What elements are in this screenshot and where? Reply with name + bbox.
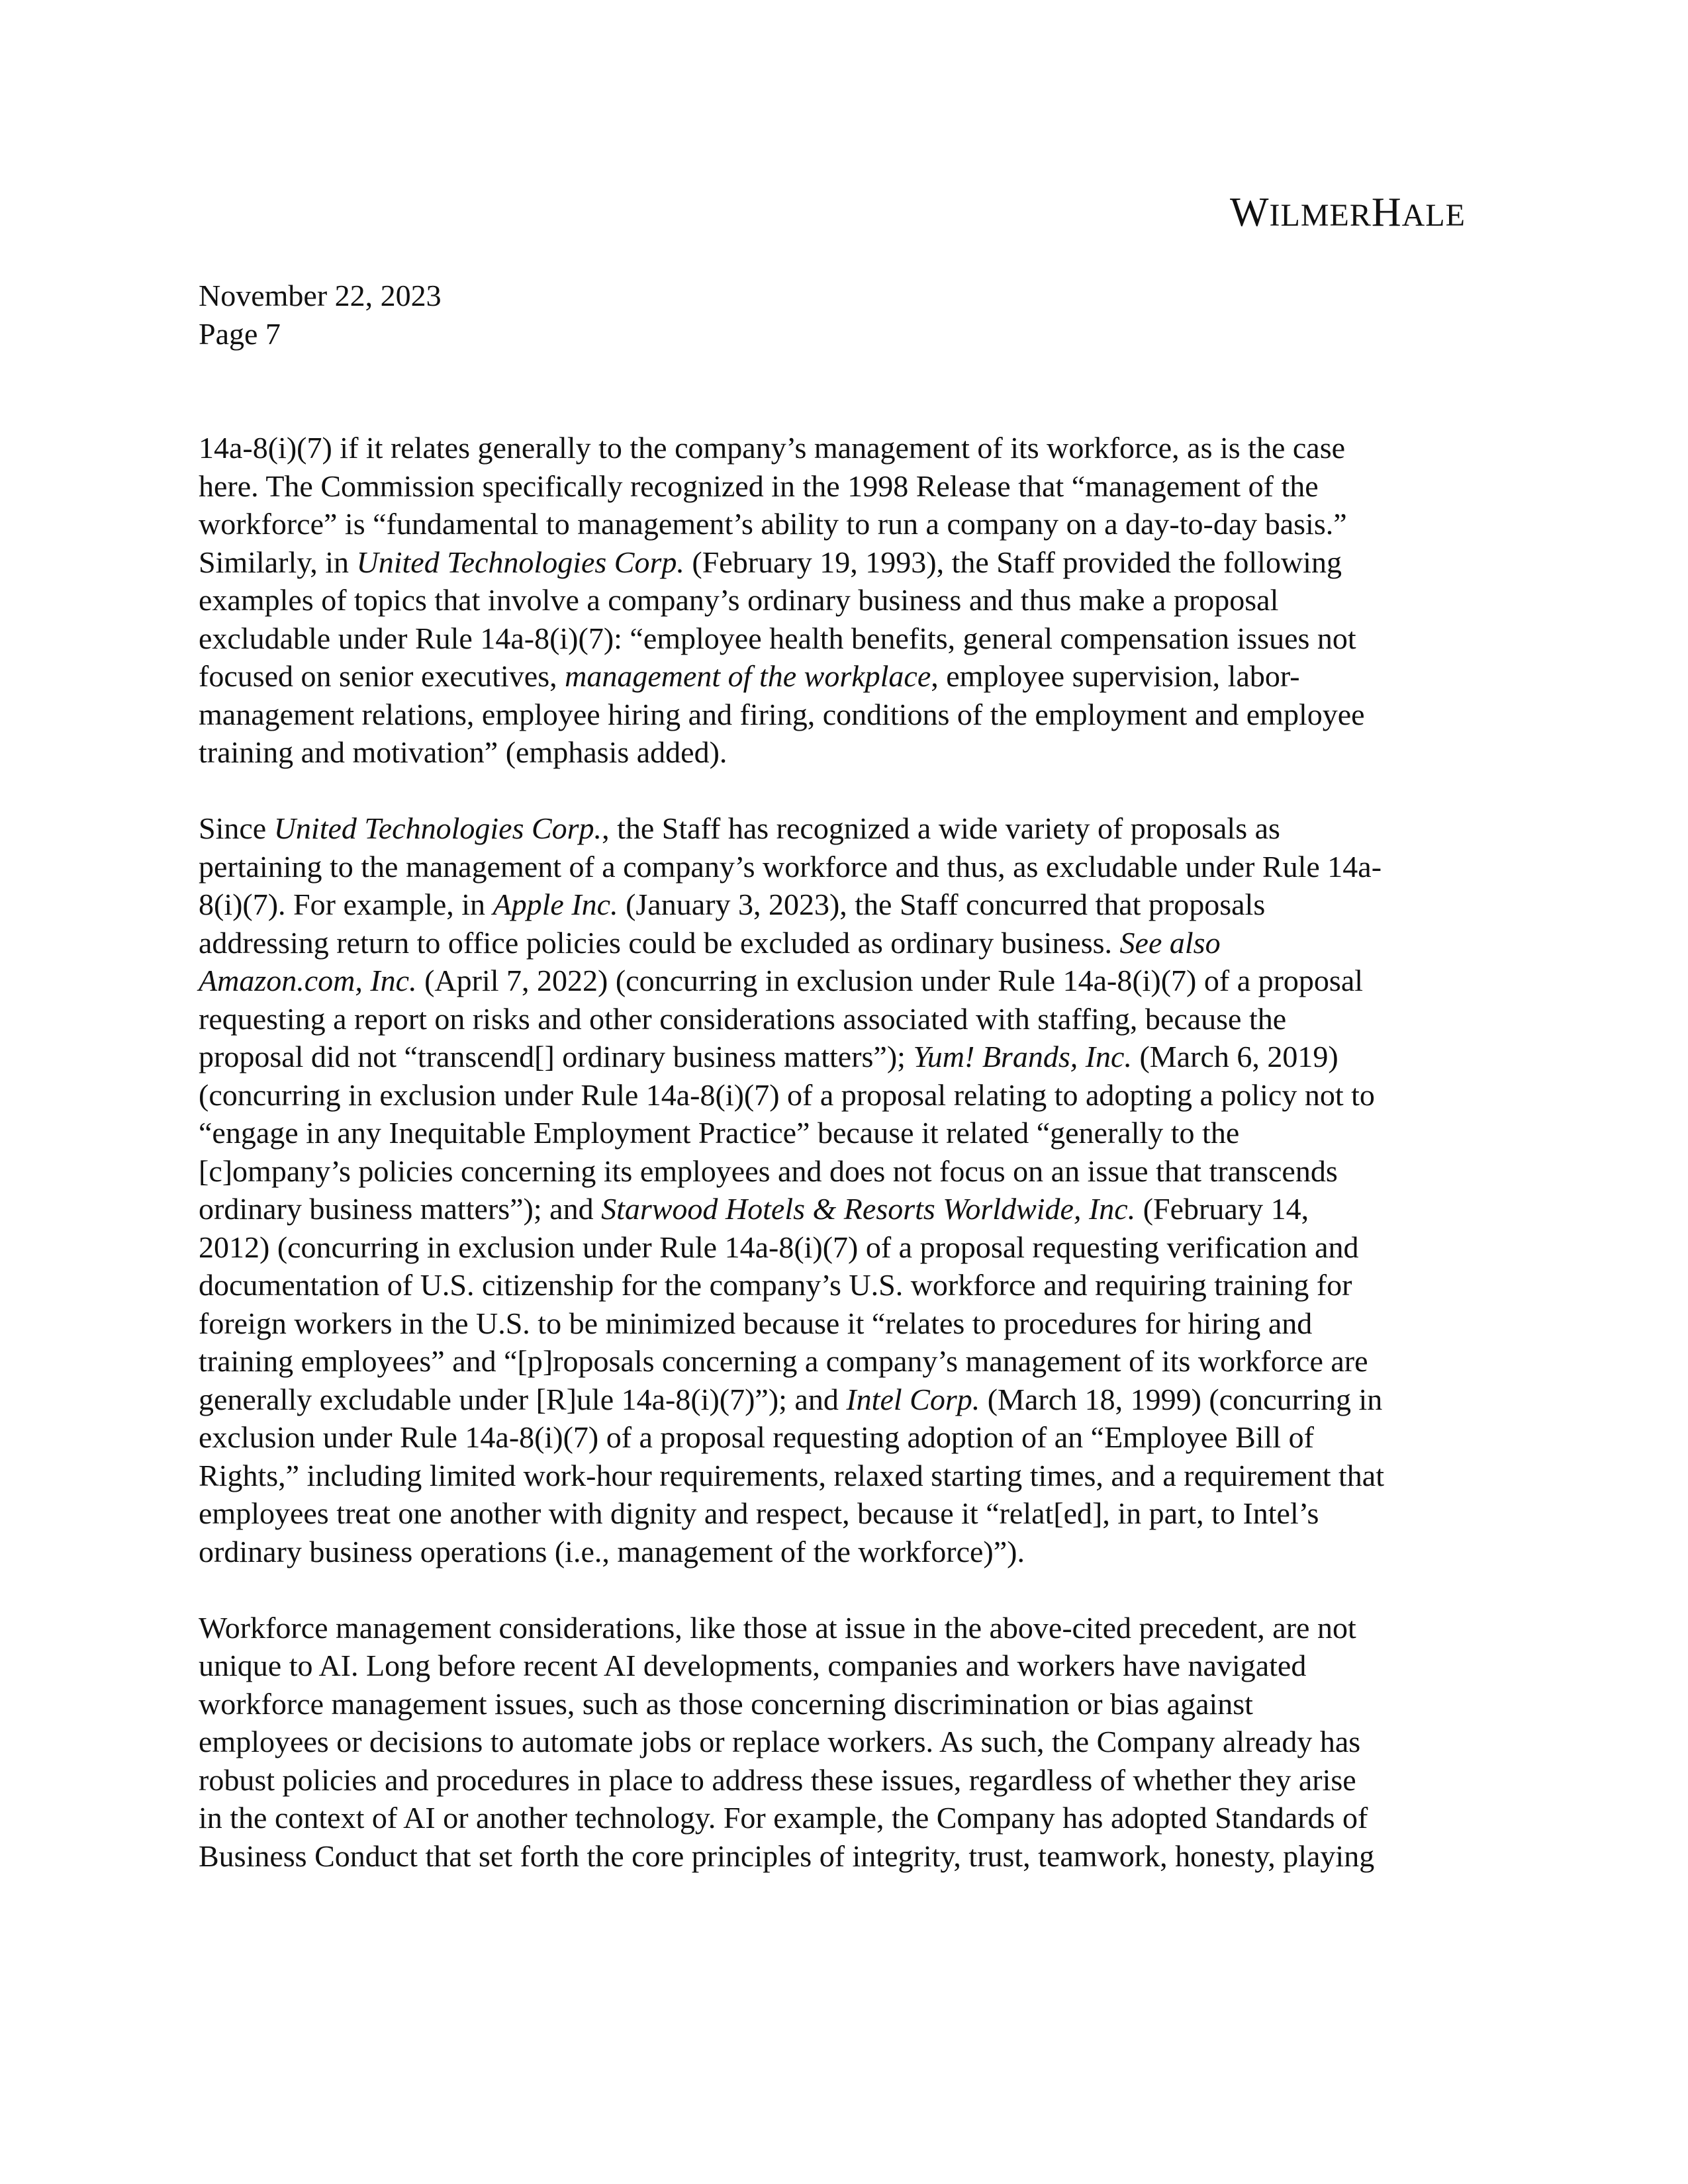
text-line: (concurring in exclusion under Rule 14a-8(i)(7) of a proposal relating to adopting a policy not to bbox=[199, 1077, 1375, 1112]
text-line: Rights,” including limited work-hour requirements, relaxed starting times, and a requirement that bbox=[199, 1458, 1384, 1492]
text-line: employees treat one another with dignity and respect, because it “relat[ed], in part, to Intel’s bbox=[199, 1496, 1319, 1530]
text-line: requesting a report on risks and other considerations associated with staffing, because the bbox=[199, 1001, 1287, 1036]
italic-citation: management of the workplace bbox=[565, 659, 931, 693]
italic-citation: Yum! Brands, Inc. bbox=[913, 1040, 1132, 1073]
italic-citation: Intel Corp. bbox=[846, 1382, 980, 1416]
italic-citation: See also bbox=[1119, 925, 1221, 960]
wilmerhale-logo: WILMERHALE bbox=[1230, 190, 1466, 235]
text-line: employees or decisions to automate jobs or replace workers. As such, the Company already has bbox=[199, 1725, 1361, 1758]
text-line: Amazon.com, Inc. (April 7, 2022) (concurring in exclusion under Rule 14a-8(i)(7) of a proposal bbox=[199, 964, 1364, 997]
italic-citation: Apple Inc. bbox=[492, 887, 618, 921]
page-number: Page 7 bbox=[199, 317, 281, 351]
body-paragraph bbox=[199, 1609, 1483, 1876]
text-line: [c]ompany’s policies concerning its employees and does not focus on an issue that transcends bbox=[199, 1154, 1338, 1188]
text-line: proposal did not “transcend[] ordinary business matters”); Yum! Brands, Inc. (March 6, 2019) bbox=[199, 1040, 1338, 1073]
body-paragraph bbox=[199, 429, 1483, 772]
text-line: “engage in any Inequitable Employment Practice” because it related “generally to the bbox=[199, 1116, 1240, 1150]
text-line: Workforce management considerations, like those at issue in the above-cited precedent, are not bbox=[199, 1610, 1356, 1645]
text-line: exclusion under Rule 14a-8(i)(7) of a proposal requesting adoption of an “Employee Bill of bbox=[199, 1420, 1314, 1454]
letter-header bbox=[199, 277, 442, 353]
text-line: Similarly, in United Technologies Corp. (February 19, 1993), the Staff provided the following bbox=[199, 545, 1342, 579]
italic-citation: United Technologies Corp. bbox=[273, 811, 602, 845]
text-line: Business Conduct that set forth the core principles of integrity, trust, teamwork, honesty, playing bbox=[199, 1839, 1375, 1873]
text-line: pertaining to the management of a company’s workforce and thus, as excludable under Rule 14a- bbox=[199, 849, 1382, 884]
text-line: training employees” and “[p]roposals concerning a company’s management of its workforce are bbox=[199, 1344, 1368, 1378]
letter-date: November 22, 2023 bbox=[199, 279, 442, 312]
text-line: foreign workers in the U.S. to be minimized because it “relates to procedures for hiring and bbox=[199, 1306, 1313, 1340]
text-line: examples of topics that involve a company’s ordinary business and thus make a proposal bbox=[199, 583, 1279, 617]
text-line: here. The Commission specifically recognized in the 1998 Release that “management of the bbox=[199, 469, 1319, 503]
body-paragraph bbox=[199, 809, 1483, 1570]
text-line: workforce” is “fundamental to management’s ability to run a company on a day-to-day basis.” bbox=[199, 507, 1347, 541]
text-line: 8(i)(7). For example, in Apple Inc. (January 3, 2023), the Staff concurred that proposals bbox=[199, 887, 1266, 921]
text-line: robust policies and procedures in place to address these issues, regardless of whether they arise bbox=[199, 1762, 1356, 1797]
text-line: workforce management issues, such as those concerning discrimination or bias against bbox=[199, 1686, 1253, 1721]
text-line: Since United Technologies Corp., the Staff has recognized a wide variety of proposals as bbox=[199, 811, 1280, 845]
text-line: ordinary business operations (i.e., management of the workforce)”). bbox=[199, 1534, 1025, 1569]
text-line: documentation of U.S. citizenship for the company’s U.S. workforce and requiring training for bbox=[199, 1268, 1352, 1302]
text-line: in the context of AI or another technology. For example, the Company has adopted Standards of bbox=[199, 1801, 1368, 1835]
italic-citation: Amazon.com, Inc. bbox=[199, 964, 417, 997]
text-line: 14a-8(i)(7) if it relates generally to the company’s management of its workforce, as is the case bbox=[199, 431, 1346, 465]
text-line: addressing return to office policies could be excluded as ordinary business. See also bbox=[199, 925, 1221, 960]
letter-body bbox=[199, 429, 1483, 1913]
text-line: training and motivation” (emphasis added). bbox=[199, 735, 727, 769]
text-line: generally excludable under [R]ule 14a-8(i)(7)”); and Intel Corp. (March 18, 1999) (concurring in bbox=[199, 1382, 1383, 1416]
text-line: unique to AI. Long before recent AI developments, companies and workers have navigated bbox=[199, 1649, 1307, 1682]
text-line: management relations, employee hiring and firing, conditions of the employment and employee bbox=[199, 697, 1365, 731]
text-line: 2012) (concurring in exclusion under Rule 14a-8(i)(7) of a proposal requesting verification and bbox=[199, 1230, 1359, 1264]
text-line: focused on senior executives, management of the workplace, employee supervision, labor- bbox=[199, 659, 1300, 693]
text-line: ordinary business matters”); and Starwood Hotels & Resorts Worldwide, Inc. (February 14, bbox=[199, 1192, 1309, 1226]
italic-citation: United Technologies Corp. bbox=[356, 545, 684, 579]
text-line: excludable under Rule 14a-8(i)(7): “employee health benefits, general compensation issues not bbox=[199, 621, 1356, 655]
italic-citation: Starwood Hotels & Resorts Worldwide, Inc. bbox=[601, 1192, 1136, 1226]
